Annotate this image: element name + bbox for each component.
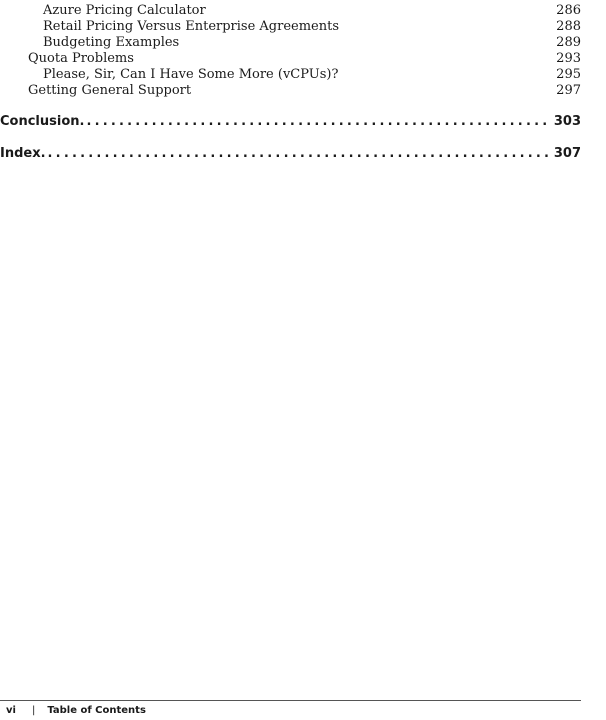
toc-entry-budgeting-examples[interactable] bbox=[0, 35, 581, 51]
toc-entry-general-support[interactable] bbox=[0, 83, 581, 99]
toc-chapter-index[interactable] bbox=[0, 145, 581, 163]
footer-section-title: Table of Contents bbox=[47, 705, 146, 716]
toc-chapter-title: Index. bbox=[0, 146, 46, 161]
toc-entry-title: Azure Pricing Calculator bbox=[43, 3, 206, 18]
dot-leader bbox=[48, 145, 550, 163]
footer-page-number: vi bbox=[6, 705, 16, 716]
toc-entry-title: Budgeting Examples bbox=[43, 35, 180, 50]
toc-entry-azure-pricing-calculator[interactable] bbox=[0, 3, 581, 19]
footer-separator: | bbox=[31, 705, 36, 716]
toc-entry-title: Retail Pricing Versus Enterprise Agreements bbox=[43, 19, 340, 34]
toc-entry-page: 288 bbox=[556, 19, 581, 34]
toc-chapter-conclusion[interactable] bbox=[0, 113, 581, 131]
toc-entry-page: 286 bbox=[556, 3, 581, 18]
toc-entry-page: 293 bbox=[556, 51, 581, 66]
toc-entry-more-vcpus[interactable] bbox=[0, 67, 581, 83]
toc-entry-page: 295 bbox=[556, 67, 581, 82]
toc-entry-title: Please, Sir, Can I Have Some More (vCPUs)? bbox=[43, 67, 339, 82]
toc-entry-quota-problems[interactable] bbox=[0, 51, 581, 67]
footer-rule bbox=[0, 700, 581, 701]
toc-entry-page: 289 bbox=[556, 35, 581, 50]
toc-entry-retail-pricing[interactable] bbox=[0, 19, 581, 35]
toc-entry-title: Getting General Support bbox=[28, 83, 192, 98]
dot-leader bbox=[86, 113, 549, 131]
toc-entry-title: Quota Problems bbox=[28, 51, 134, 66]
toc-entry-page: 297 bbox=[556, 83, 581, 98]
page-footer bbox=[6, 705, 146, 717]
toc-chapter-title: Conclusion. bbox=[0, 114, 85, 129]
toc-chapter-page: 307 bbox=[553, 146, 581, 161]
toc-chapter-page: 303 bbox=[553, 114, 581, 129]
